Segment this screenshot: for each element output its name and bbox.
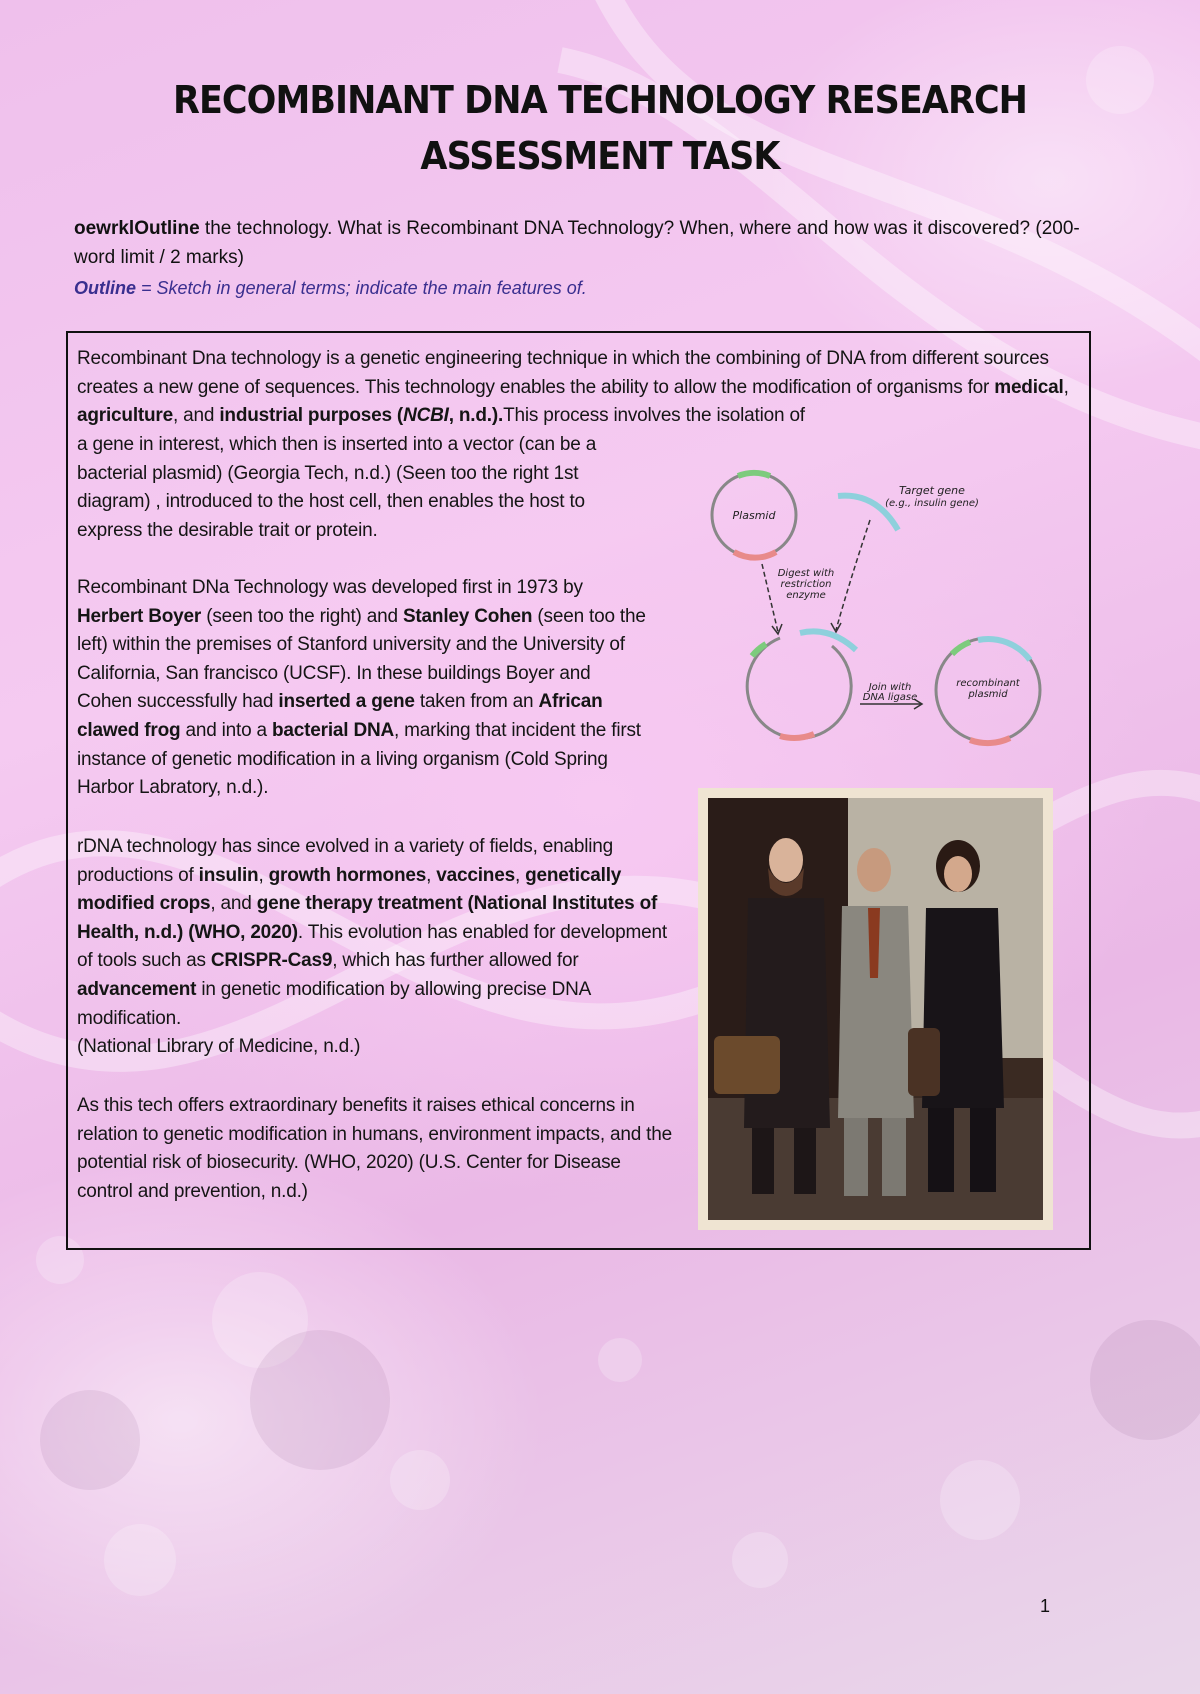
- p2-text-g: , marking that incident the first instance of genetic modification in a living organism (Cold Spring Harbor Labratory, n.d.).: [77, 719, 641, 799]
- p2-text-a: Recombinant DNa Technology was developed first in 1973 by: [77, 576, 583, 598]
- p3-text-e: ,: [514, 864, 526, 886]
- scientists-photo: [698, 788, 1053, 1230]
- p1-bold-agriculture: agriculture: [77, 405, 173, 427]
- p3-text-d: ,: [426, 864, 437, 886]
- recombinant-label-2: plasmid: [968, 689, 1008, 700]
- p1-bold-industrial: industrial purposes (: [219, 405, 404, 427]
- answer-paragraph-1: [77, 345, 1087, 431]
- p3-citation: (National Library of Medicine, n.d.): [77, 1036, 361, 1058]
- outline-definition: [74, 278, 1074, 299]
- p3-bold-crispr: CRISPR-Cas9: [210, 950, 333, 972]
- opened-plasmid-circle: [747, 638, 851, 738]
- recombinant-label-1: recombinant: [956, 678, 1020, 689]
- plasmid-label: Plasmid: [732, 509, 776, 522]
- p1-text-d: , and: [173, 405, 220, 427]
- p3-text-f: , and: [210, 893, 257, 915]
- join-label-2: DNA ligase: [862, 692, 918, 703]
- p3-bold-growth-hormones: growth hormones: [268, 864, 427, 886]
- p3-text-c: ,: [258, 864, 269, 886]
- p1-text-a: Recombinant Dna technology is a genetic engineering technique in which the combining of DNA from different sources creates a new gene of sequences. This technology enables the ability to allow the modification of organisms for: [77, 348, 1049, 398]
- p3-text-g: . This evolution has enabled for development of tools such as: [77, 921, 667, 972]
- digest-label-3: enzyme: [786, 590, 826, 601]
- insert-gene-arc: [800, 631, 856, 650]
- p1-text-c: ,: [1063, 376, 1069, 398]
- p2-text-c: (seen too the right) and: [201, 605, 403, 627]
- scientists-photo-image: [708, 798, 1043, 1220]
- p2-text-f: and into a: [180, 719, 273, 741]
- p2-bold-cohen: Stanley Cohen: [402, 605, 533, 627]
- plasmid-red-segment: [734, 552, 776, 558]
- page-number: 1: [1040, 1596, 1051, 1616]
- target-gene-label: Target gene: [899, 484, 965, 497]
- p2-text-e: taken from an: [414, 691, 539, 713]
- target-gene-sublabel: (e.g., insulin gene): [885, 498, 979, 509]
- p3-bold-vaccines: vaccines: [436, 864, 515, 886]
- title-line-2: ASSESSMENT TASK: [420, 134, 780, 178]
- p3-text-a: rDNA technology has since evolved in a variety of fields, enabling productions of: [77, 836, 614, 886]
- title-line-1: RECOMBINANT DNA TECHNOLOGY RESEARCH: [172, 78, 1028, 122]
- answer-paragraph-3: [77, 833, 677, 1062]
- question-keyword: oewrklOutline: [74, 218, 200, 239]
- recombinant-plasmid-diagram: [700, 460, 1050, 760]
- arrow-digest: [762, 564, 778, 632]
- p3-text-h: , which has further allowed for: [332, 950, 579, 972]
- plasmid-green-segment: [738, 473, 770, 476]
- digest-label-2: restriction: [780, 579, 832, 590]
- question-prompt: [74, 214, 1114, 272]
- p1-bold-medical: medical: [994, 376, 1064, 398]
- p3-bold-gm-crops: genetically modified crops: [77, 864, 622, 915]
- p2-text-d: (seen too the left) within the premises of Stanford university and the University of California, San francisco (UCSF). In these buildings Boyer and Cohen successfully had: [77, 605, 646, 713]
- p1-text-e: This process involves the isolation of: [503, 405, 805, 427]
- arrow-target: [836, 520, 870, 630]
- p3-bold-advancement: advancement: [77, 978, 197, 1000]
- p4-text: As this tech offers extraordinary benefits it raises ethical concerns in relation to genetic modification in humans, environment impacts, and the potential risk of biosecurity. (WHO, 2020) (U.S. Center for Disease control and prevention, n.d.): [77, 1095, 672, 1202]
- definition-term: Outline: [74, 278, 136, 298]
- p3-bold-insulin: insulin: [198, 864, 259, 886]
- p3-bold-gene-therapy: gene therapy treatment (National Institutes of Health, n.d.) (WHO, 2020): [77, 893, 658, 943]
- p3-text-i: in genetic modification by allowing precise DNA modification.: [77, 978, 591, 1029]
- digest-label-1: Digest with: [777, 568, 835, 579]
- definition-text: = Sketch in general terms; indicate the main features of.: [136, 278, 587, 298]
- join-label-1: Join with: [868, 682, 912, 693]
- p2-bold-boyer: Herbert Boyer: [77, 605, 202, 627]
- p2-bold-frog: African clawed frog: [77, 691, 603, 741]
- p1-bold-citation: , n.d.).: [448, 405, 504, 427]
- answer-paragraph-2: [77, 431, 647, 803]
- answer-paragraph-4: [77, 1092, 677, 1206]
- page-title: [48, 72, 1152, 184]
- question-text: the technology. What is Recombinant DNA Technology? When, where and how was it discovered? (200-word limit / 2 marks): [74, 218, 1080, 268]
- p1-continuation: a gene in interest, which then is inserted into a vector (can be a bacterial plasmid) (Georgia Tech, n.d.) (Seen too the right 1st diagram) , introduced to the host cell, then enables the host to express the desirable trait or protein.: [77, 434, 597, 541]
- p2-bold-inserted-gene: inserted a gene: [278, 691, 415, 713]
- p2-bold-bacterial-dna: bacterial DNA: [272, 719, 395, 741]
- p1-bold-ncbi: NCBI: [403, 405, 449, 427]
